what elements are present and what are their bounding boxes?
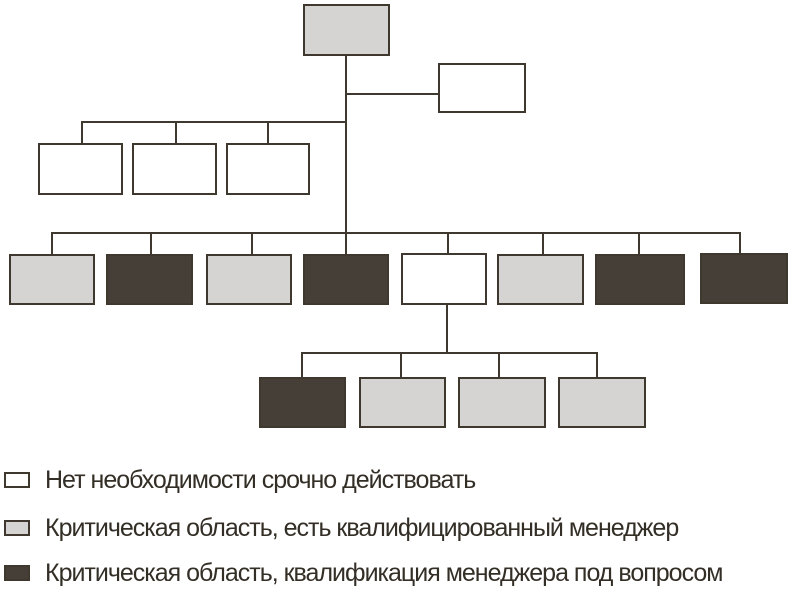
connector-sub-drop-1	[301, 352, 303, 379]
node-main-1	[9, 254, 95, 305]
node-main-6	[497, 254, 584, 305]
node-left-2	[132, 143, 217, 195]
node-assistant	[438, 63, 526, 113]
node-sub-2	[359, 377, 446, 428]
connector-main-drop-2	[150, 232, 152, 255]
connector-main-drop-5	[447, 232, 449, 255]
node-left-1	[38, 143, 123, 195]
node-main-3	[206, 254, 292, 305]
legend-swatch-dark	[4, 565, 30, 581]
connector-main-drop-7	[638, 232, 640, 255]
connector-main-drop-6	[542, 232, 544, 255]
node-main-5	[401, 253, 487, 305]
connector-sub-drop-2	[400, 352, 402, 379]
connector-assistant-horizontal	[346, 93, 439, 95]
legend-label-critical-questionable: Критическая область, квалификация менеджера под вопросом	[45, 558, 723, 587]
node-sub-4	[558, 377, 646, 428]
connector-sub-branch-line	[301, 352, 598, 354]
legend-item-no-action	[4, 464, 475, 496]
node-main-2	[106, 254, 193, 305]
legend-swatch-light-gray	[4, 520, 30, 536]
node-sub-3	[458, 377, 546, 428]
node-sub-1	[259, 377, 346, 428]
connector-sub-drop-4	[596, 352, 598, 379]
connector-left-branch-line	[81, 121, 347, 123]
legend-swatch-white	[4, 472, 30, 488]
connector-main-drop-1	[51, 232, 53, 255]
connector-main-drop-3	[251, 232, 253, 255]
connector-trunk-vertical	[345, 55, 347, 255]
node-left-3	[226, 143, 310, 195]
connector-main-drop-8	[739, 232, 741, 255]
connector-sub-trunk-vertical	[446, 304, 448, 354]
legend-label-no-action: Нет необходимости срочно действовать	[45, 465, 476, 494]
legend-item-critical-managed	[4, 512, 678, 544]
node-top	[303, 4, 390, 56]
connector-left-drop-1	[81, 121, 83, 144]
legend-label-critical-managed: Критическая область, есть квалифицированный менеджер	[45, 513, 679, 542]
legend-item-critical-questionable	[4, 557, 722, 589]
node-main-4	[303, 254, 389, 305]
connector-sub-drop-3	[498, 352, 500, 379]
node-main-7	[595, 254, 685, 305]
connector-left-drop-3	[267, 121, 269, 144]
connector-left-drop-2	[175, 121, 177, 144]
node-main-8	[700, 253, 788, 304]
